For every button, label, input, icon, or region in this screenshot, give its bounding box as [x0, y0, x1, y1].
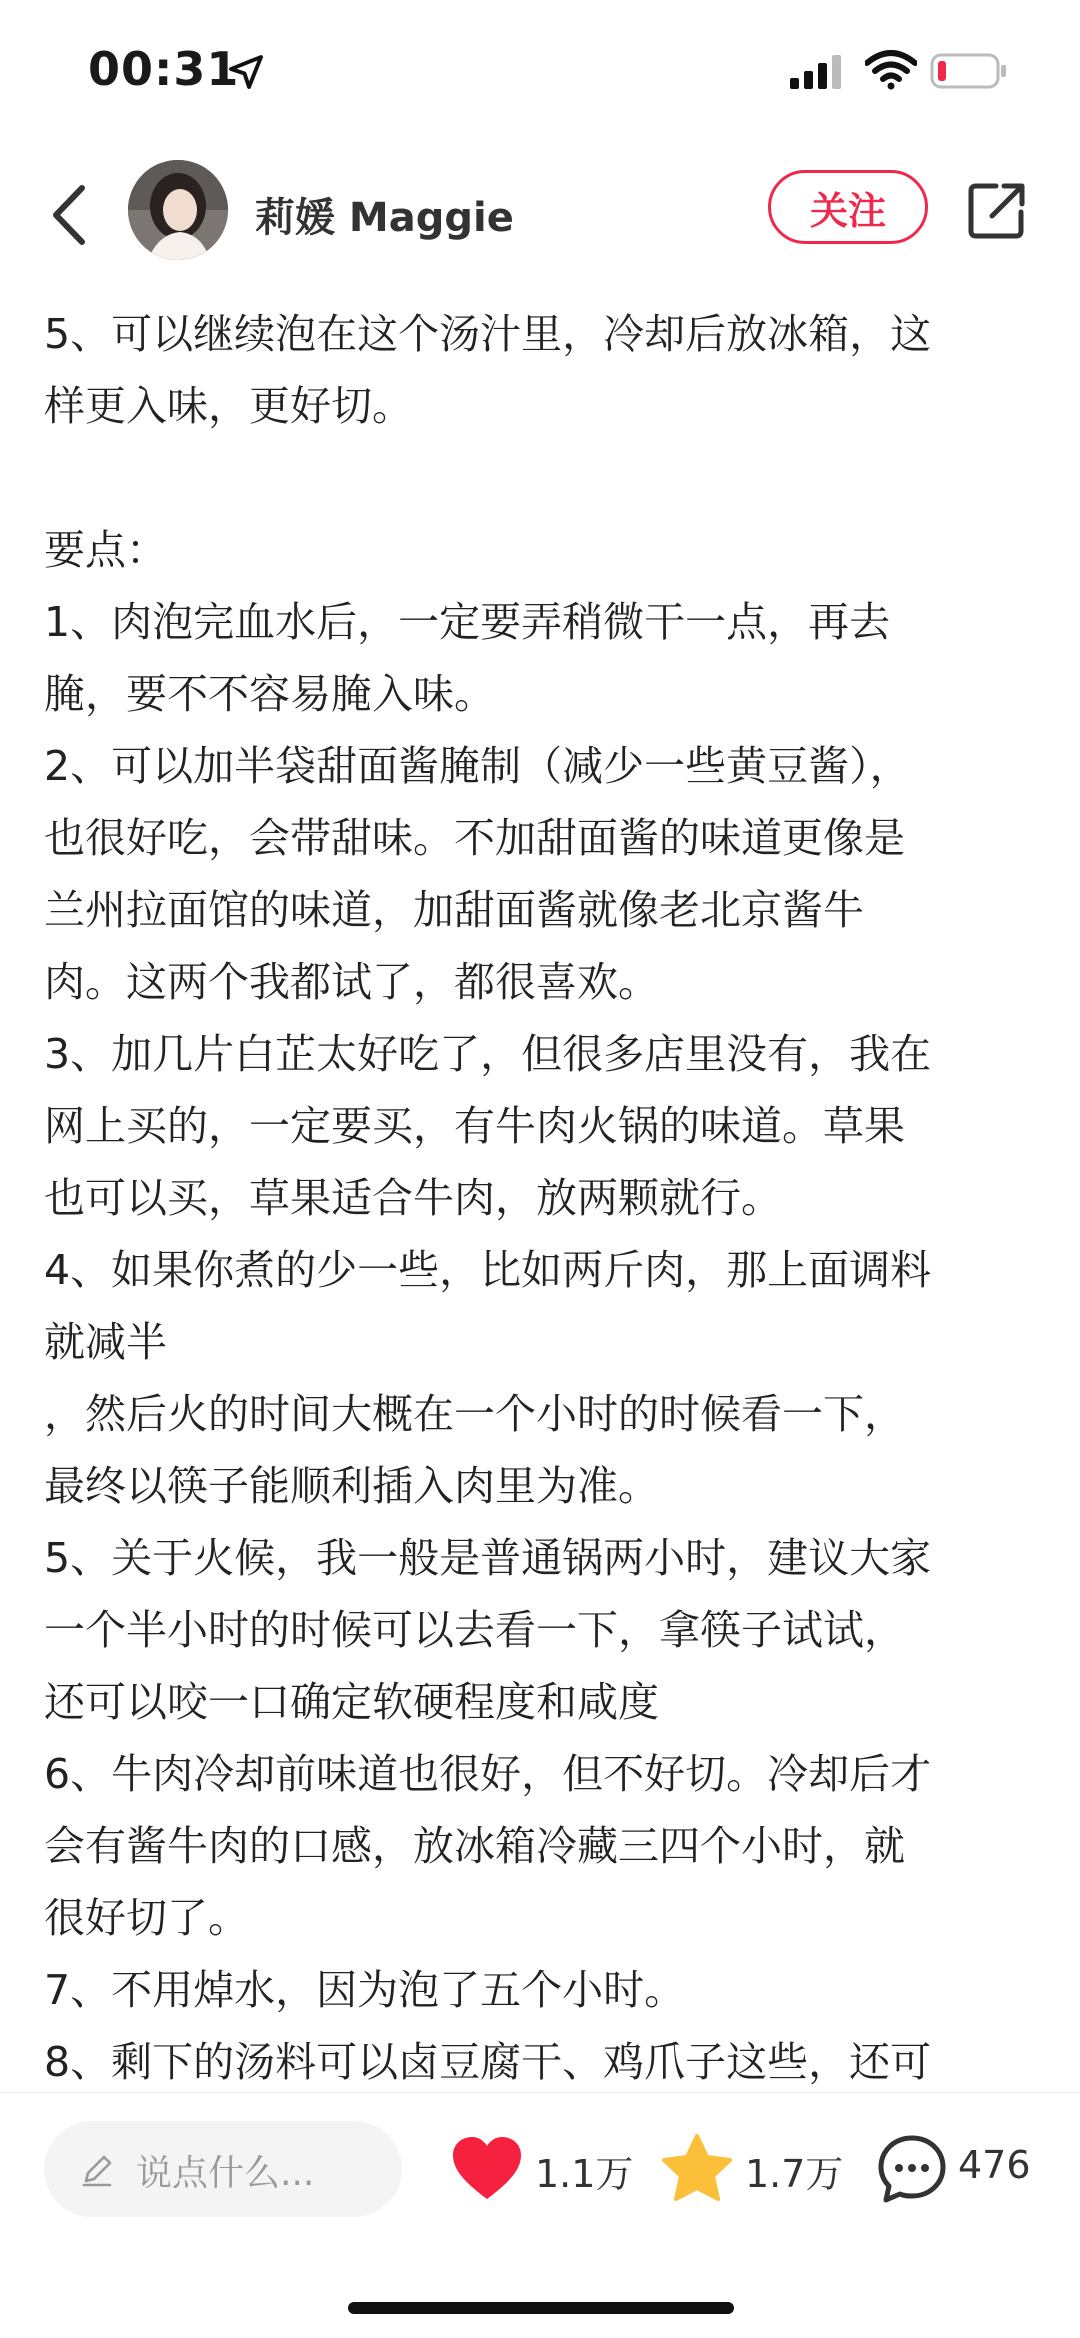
bottom-action-bar	[0, 2092, 1080, 2338]
content-line: 样更入味，更好切。	[44, 382, 413, 430]
comment-count: 476	[958, 2143, 1031, 2187]
content-line: 5、关于火候，我一般是普通锅两小时，建议大家	[44, 1534, 932, 1582]
post-content	[44, 298, 1034, 2088]
content-line: 4、如果你煮的少一些，比如两斤肉，那上面调料	[44, 1246, 932, 1294]
wifi-icon	[865, 50, 917, 90]
comment-bubble-icon[interactable]	[876, 2133, 948, 2205]
home-indicator[interactable]	[348, 2302, 734, 2314]
battery-low-icon	[930, 52, 1010, 90]
content-line: 8、剩下的汤料可以卤豆腐干、鸡爪子这些，还可	[44, 2038, 932, 2086]
content-line: 2、可以加半袋甜面酱腌制（减少一些黄豆酱），	[44, 742, 911, 790]
content-line: 就减半	[44, 1318, 167, 1366]
like-count: 1.1万	[535, 2152, 634, 2196]
location-arrow-icon	[228, 54, 264, 90]
content-line: 也可以买，草果适合牛肉，放两颗就行。	[44, 1174, 782, 1222]
content-line: 5、可以继续泡在这个汤汁里，冷却后放冰箱，这	[44, 310, 932, 358]
avatar-image	[128, 160, 228, 260]
content-line: 腌，要不不容易腌入味。	[44, 670, 495, 718]
content-line: 3、加几片白芷太好吃了，但很多店里没有，我在	[44, 1030, 932, 1078]
pencil-icon	[78, 2151, 116, 2189]
content-line: 网上买的，一定要买，有牛肉火锅的味道。草果	[44, 1102, 905, 1150]
back-button[interactable]	[42, 180, 98, 250]
content-line: 肉。这两个我都试了，都很喜欢。	[44, 958, 659, 1006]
collect-count: 1.7万	[745, 2152, 844, 2196]
status-bar	[0, 0, 1080, 140]
content-line: 会有酱牛肉的口感，放冰箱冷藏三四个小时，就	[44, 1822, 905, 1870]
content-line: 还可以咬一口确定软硬程度和咸度	[44, 1678, 659, 1726]
content-line: 6、牛肉冷却前味道也很好，但不好切。冷却后才	[44, 1750, 932, 1798]
content-line: 要点：	[44, 526, 167, 574]
status-time: 00:31	[88, 42, 240, 96]
comment-placeholder: 说点什么...	[136, 2153, 315, 2194]
star-icon[interactable]	[660, 2133, 734, 2205]
heart-icon[interactable]	[450, 2135, 524, 2203]
author-name[interactable]: 莉媛 Maggie	[255, 195, 514, 241]
content-line: 1、肉泡完血水后，一定要弄稍微干一点，再去	[44, 598, 891, 646]
content-line: ，然后火的时间大概在一个小时的时候看一下，	[44, 1390, 905, 1438]
follow-button[interactable]: 关注	[768, 170, 928, 244]
content-line: 最终以筷子能顺利插入肉里为准。	[44, 1462, 659, 1510]
content-line: 很好切了。	[44, 1894, 249, 1942]
content-line	[44, 442, 1034, 514]
content-line: 也很好吃，会带甜味。不加甜面酱的味道更像是	[44, 814, 905, 862]
comment-input[interactable]	[44, 2121, 402, 2217]
share-button[interactable]	[966, 180, 1028, 242]
content-line: 兰州拉面馆的味道，加甜面酱就像老北京酱牛	[44, 886, 864, 934]
cellular-signal-icon	[788, 54, 844, 90]
author-avatar[interactable]	[128, 160, 228, 260]
content-line: 一个半小时的时候可以去看一下，拿筷子试试，	[44, 1606, 905, 1654]
post-header	[0, 150, 1080, 280]
content-line: 7、不用焯水，因为泡了五个小时。	[44, 1966, 686, 2014]
